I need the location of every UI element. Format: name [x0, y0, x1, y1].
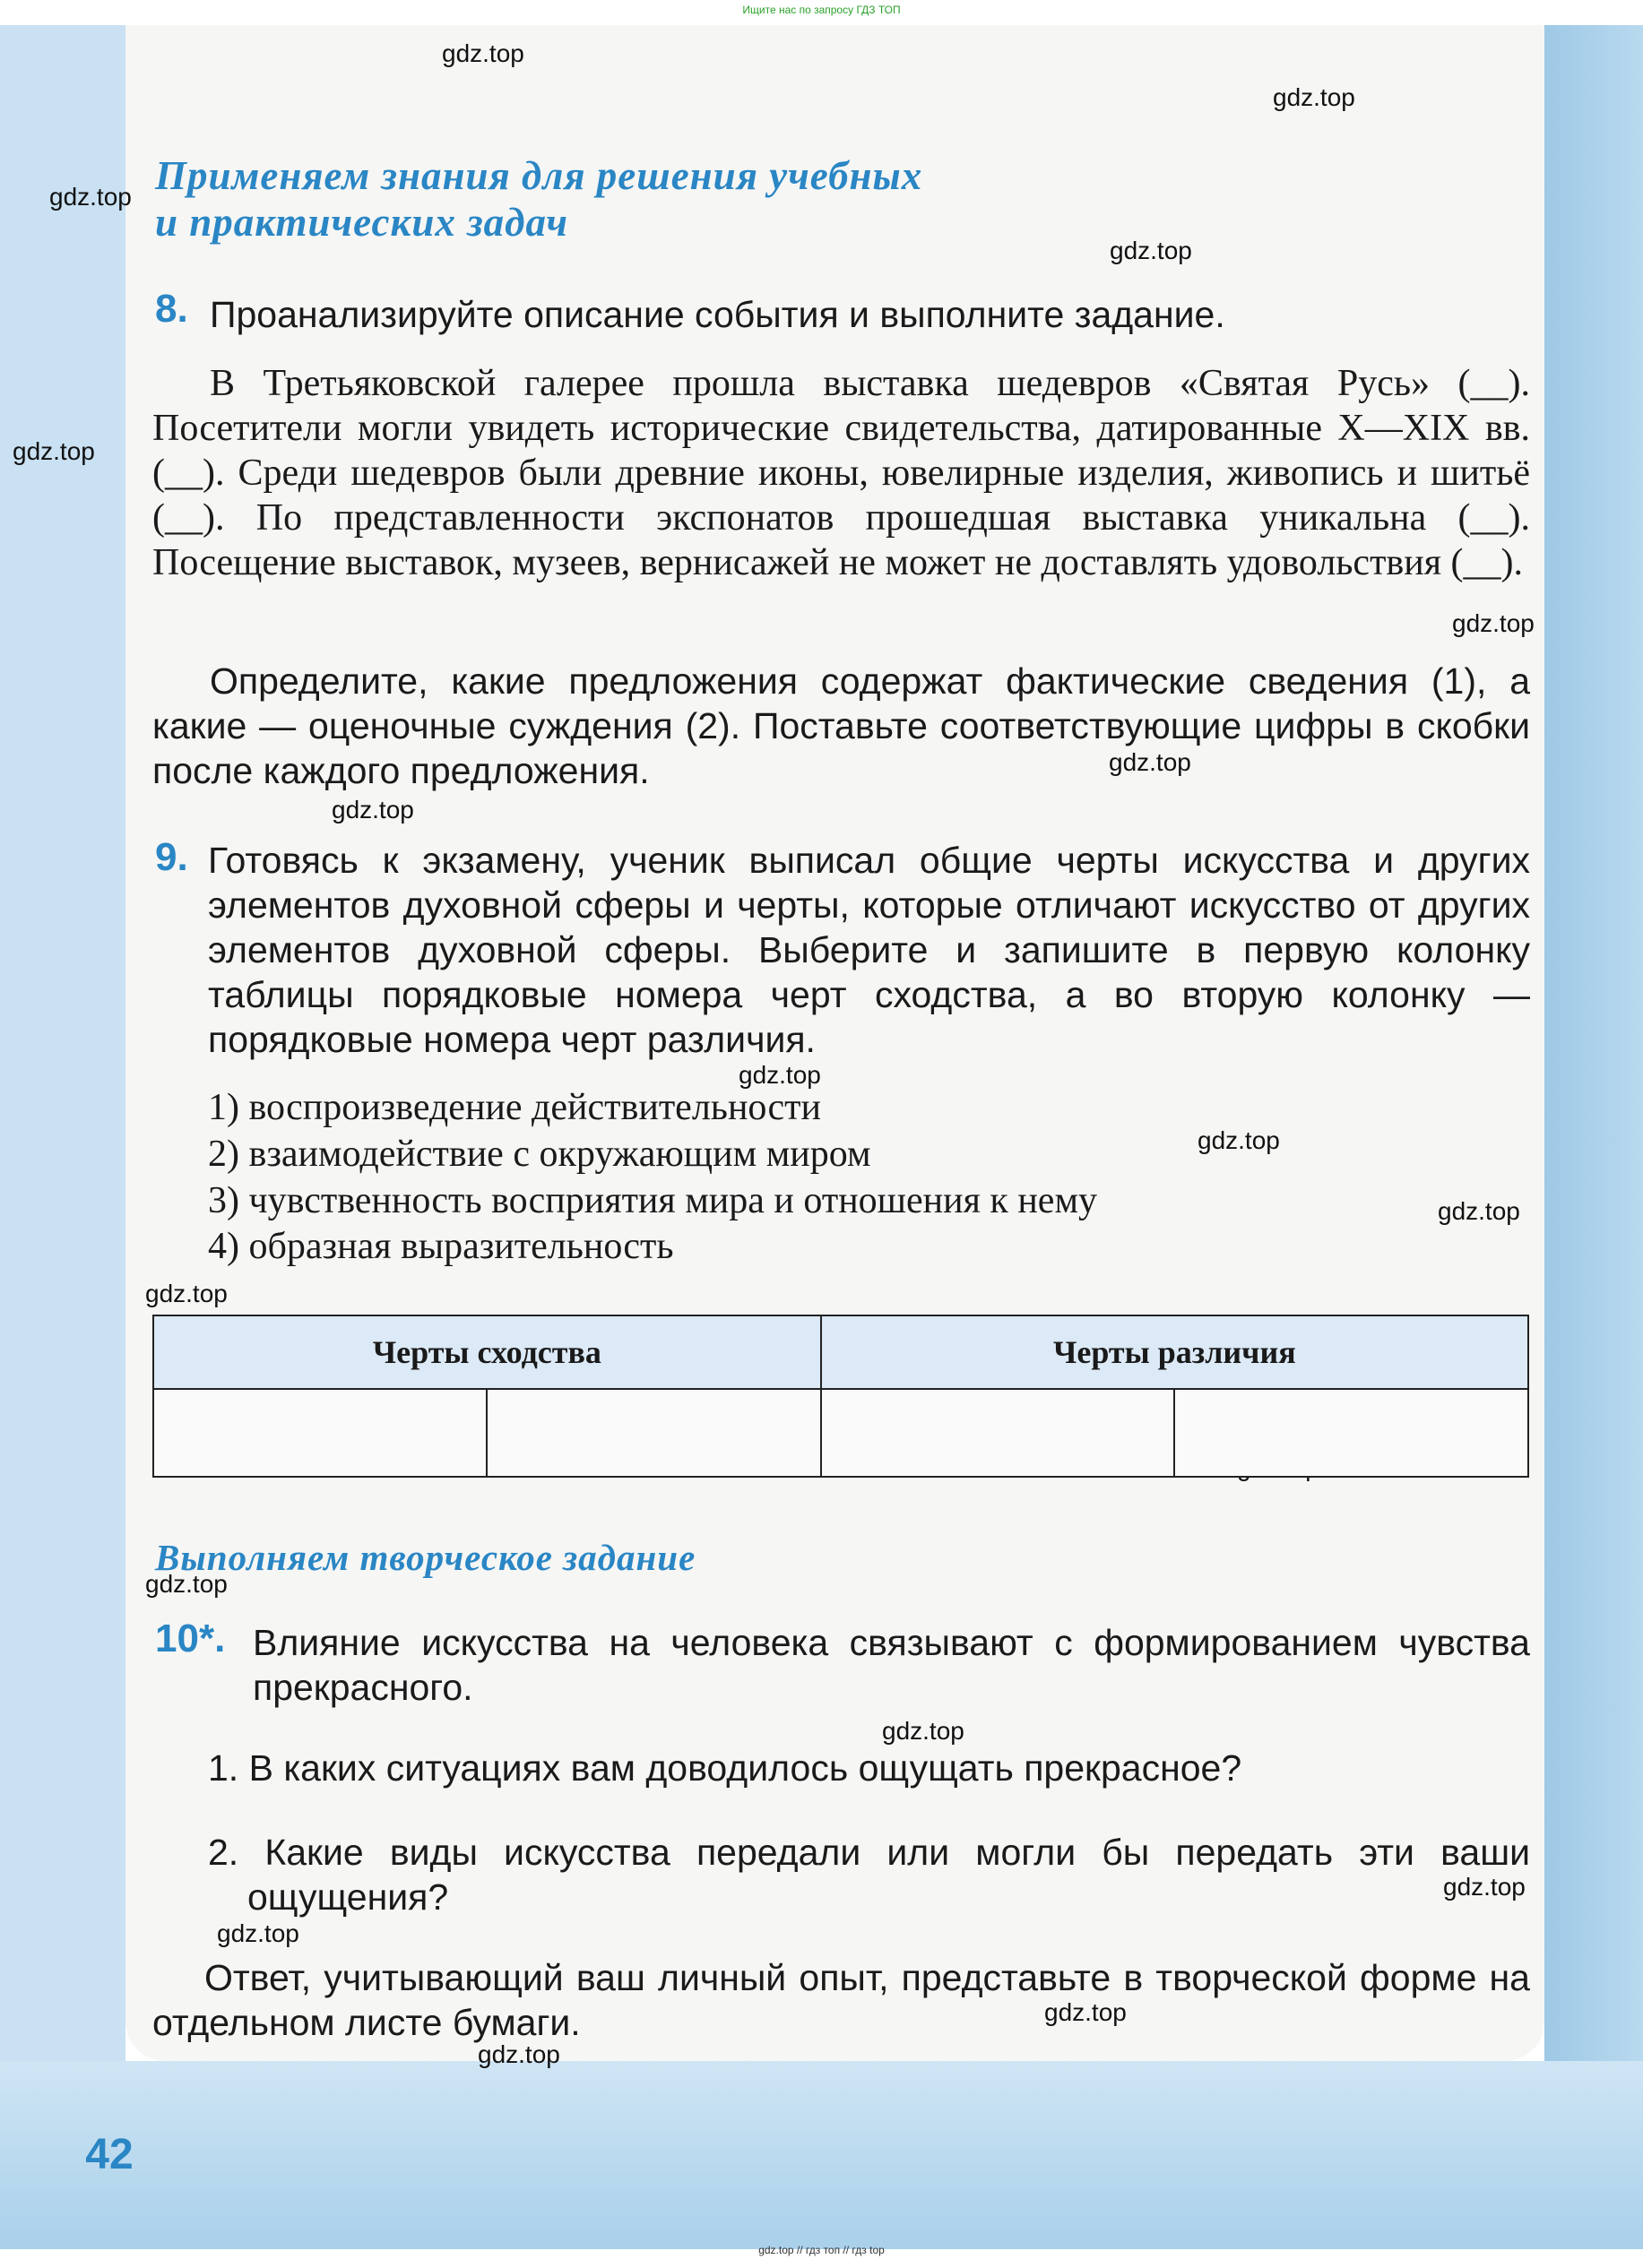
task-9-number: 9. — [155, 835, 188, 879]
list-item: 2) взаимодействие с окружающим миром — [208, 1134, 871, 1175]
page-number: 42 — [85, 2131, 134, 2178]
right-margin-band — [1544, 25, 1643, 2247]
watermark: gdz.top — [1438, 1197, 1520, 1225]
top-banner[interactable]: Ищите нас по запросу ГДЗ ТОП — [742, 4, 901, 16]
answer-cell[interactable] — [821, 1389, 1175, 1477]
list-item: 3) чувственность восприятия мира и отношения к нему — [208, 1180, 1098, 1221]
task-10-answer-note: Ответ, учитывающий ваш личный опыт, представьте в творческой форме на отдельном листе бумаги. — [152, 1957, 1530, 2043]
watermark: gdz.top — [332, 796, 414, 824]
section-heading-creative: Выполняем творческое задание — [155, 1537, 696, 1578]
bottom-banner[interactable]: gdz.top // гдз топ // гдз top — [758, 2244, 885, 2256]
watermark: gdz.top — [1273, 83, 1355, 111]
table-header-differences: Черты различия — [821, 1315, 1528, 1389]
task-8-question: Определите, какие предложения содержат фактические сведения (1), а какие — оценочные суждения (2). Поставьте соответствующие цифры в скобки после каждого предложения. — [152, 660, 1530, 791]
watermark: gdz.top — [1044, 1998, 1127, 2026]
watermark: gdz.top — [478, 2040, 560, 2068]
answer-cell[interactable] — [153, 1389, 487, 1477]
list-item: 1) воспроизведение действительности — [208, 1087, 821, 1128]
task-10-number: 10*. — [155, 1617, 226, 1660]
task-8-text: В Третьяковской галерее прошла выставка шедевров «Святая Русь» (__). Посетители могли увидеть исторические свидетельства, датированные X—XIX вв. (__). Среди шедевров были древние иконы, ювелирные изделия, живопись и шитьё (__). По представленности экспонатов прошедшая выставка уникальна (__). Посещение выставок, музеев, вернисажей не может не доставлять удовольствия (__). — [152, 363, 1530, 583]
watermark: gdz.top — [442, 39, 524, 67]
answer-cell[interactable] — [487, 1389, 820, 1477]
left-margin-band — [0, 25, 125, 2247]
answer-cell[interactable] — [1174, 1389, 1528, 1477]
watermark: gdz.top — [1198, 1126, 1280, 1154]
watermark: gdz.top — [1443, 1873, 1526, 1901]
watermark: gdz.top — [882, 1717, 964, 1745]
list-item: 4) образная выразительность — [208, 1226, 674, 1267]
watermark: gdz.top — [145, 1280, 228, 1307]
watermark: gdz.top — [1110, 237, 1192, 264]
task-10-question-2: 2. Какие виды искусства передали или могли бы передать эти ваши ощущения? — [208, 1832, 1530, 1918]
watermark: gdz.top — [13, 437, 95, 465]
task-8-number: 8. — [155, 287, 188, 331]
watermark: gdz.top — [1452, 609, 1535, 637]
watermark: gdz.top — [739, 1061, 821, 1089]
task-10-question-1: 1. В каких ситуациях вам доводилось ощущать прекрасное? — [208, 1747, 1242, 1789]
task-10-text: Влияние искусства на человека связывают с формированием чувства прекрасного. — [253, 1622, 1530, 1708]
watermark: gdz.top — [49, 183, 132, 211]
watermark: gdz.top — [217, 1919, 299, 1947]
table-header-similarity: Черты сходства — [153, 1315, 821, 1389]
answer-table — [152, 1315, 1529, 1478]
section-heading-apply: Применяем знания для решения учебных и практических задач — [155, 153, 923, 245]
task-8-instruction: Проанализируйте описание события и выполните задание. — [210, 294, 1225, 335]
bottom-band — [0, 2061, 1643, 2249]
task-9-text: Готовясь к экзамену, ученик выписал общие черты искусства и других элементов духовной сферы и черты, которые отличают искусство от других элементов духовной сферы. Выберите и запишите в первую колонку таблицы порядковые номера черт сходства, а во вторую колонку — порядковые номера черт различия. — [208, 840, 1530, 1060]
watermark: gdz.top — [145, 1570, 228, 1598]
watermark: gdz.top — [1109, 748, 1191, 776]
